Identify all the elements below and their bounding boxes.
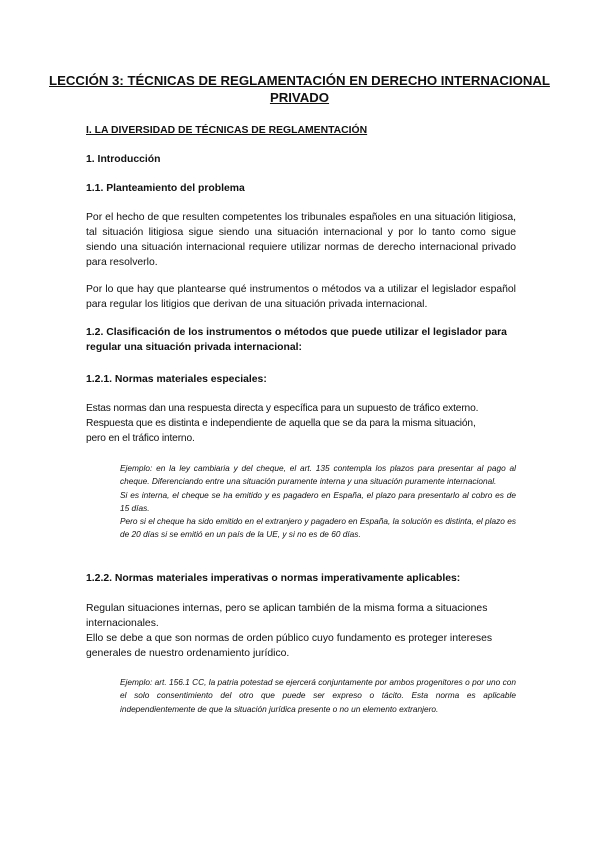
example-text: Pero si el cheque ha sido emitido en el extranjero y pagadero en España, la solución es distinta, el plazo es de 20 días si se emitió en un país de la UE, y si no es de 60 días. [120, 516, 516, 540]
paragraph-normas-imperativas [86, 601, 516, 661]
text-line: pero en el tráfico interno. [86, 433, 195, 444]
heading-normas-imperativas: 1.2.2. Normas materiales imperativas o normas imperativamente aplicables: [86, 573, 461, 584]
text-line: Estas normas dan una respuesta directa y específica para un supuesto de tráfico externo. [86, 403, 479, 414]
text-line: Ello se debe a que son normas de orden público cuyo fundamento es proteger intereses generales de nuestro ordenamiento jurídico. [86, 633, 493, 659]
example-text: Ejemplo: en la ley cambiaria y del cheque, el art. 135 contempla los plazos para presentar al pago al cheque. Diferenciando entre una situación puramente interna y una situación puramente internacional. [120, 463, 516, 487]
text-line: Respuesta que es distinta e independiente de aquella que se da para la misma situación, [86, 418, 476, 429]
section-heading-i: I. LA DIVERSIDAD DE TÉCNICAS DE REGLAMENTACIÓN [86, 125, 368, 136]
example-text: Si es interna, el cheque se ha emitido y es pagadero en España, el plazo para presentarlo al cobro es de 15 días. [120, 489, 516, 513]
heading-introduccion: 1. Introducción [86, 154, 161, 165]
heading-clasificacion: 1.2. Clasificación de los instrumentos o métodos que puede utilizar el legislador para regular una situación privada internacional: [86, 327, 507, 353]
page-title: LECCIÓN 3: TÉCNICAS DE REGLAMENTACIÓN EN DERECHO INTERNACIONAL PRIVADO [49, 73, 550, 105]
heading-normas-materiales-especiales: 1.2.1. Normas materiales especiales: [86, 374, 267, 385]
paragraph-instrumentos: Por lo que hay que plantearse qué instrumentos o métodos va a utilizar el legislador español para regular los litigios que derivan de una situación privada internacional. [86, 284, 516, 310]
paragraph-normas-especiales [86, 401, 526, 446]
paragraph-planteamiento: Por el hecho de que resulten competentes los tribunales españoles en una situación litigiosa, tal situación litigiosa sigue siendo una situación internacional y por lo tanto como sigue siendo una situación internacional requiere utilizar normas de derecho internacional privado para resolverlo. [86, 212, 516, 268]
heading-planteamiento: 1.1. Planteamiento del problema [86, 183, 245, 194]
example-ley-cambiaria [120, 462, 516, 542]
example-codigo-civil: Ejemplo: art. 156.1 CC, la patria potestad se ejercerá conjuntamente por ambos progenitores o por uno con el solo consentimiento del otro que puede ser expreso o tácito. Esta norma es aplicable independientemente de que la situación jurídica presente o no un elemento extranjero. [120, 677, 516, 714]
text-line: Regulan situaciones internas, pero se aplican también de la misma forma a situaciones internacionales. [86, 603, 488, 629]
